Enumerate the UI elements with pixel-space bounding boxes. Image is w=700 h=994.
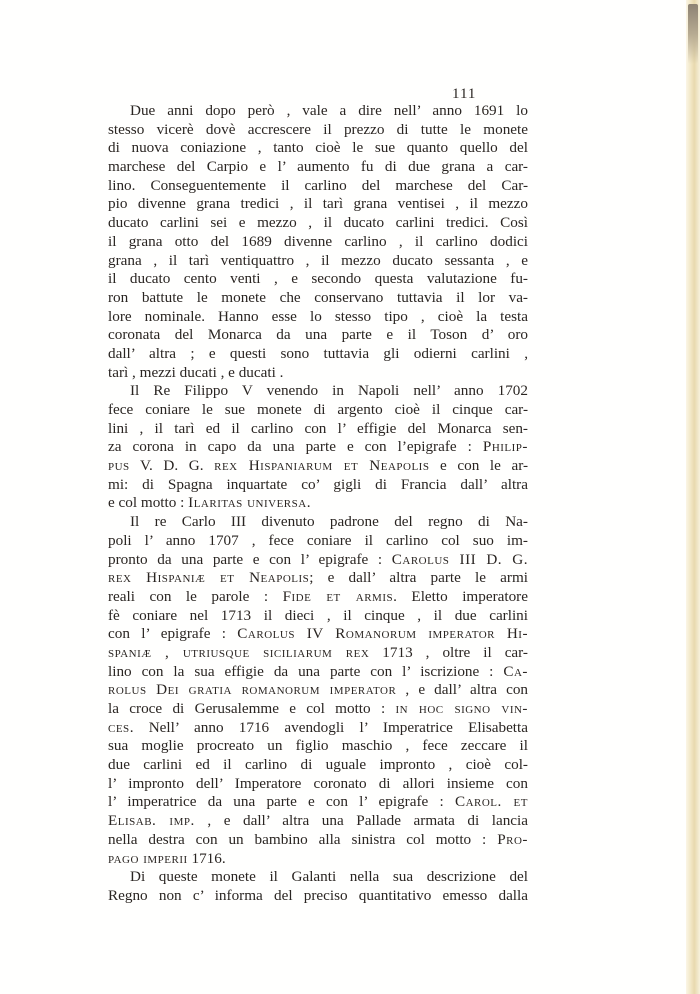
text-line <box>108 681 528 700</box>
text-line <box>108 719 528 738</box>
text-segment: ; e dall’ altra parte le armi <box>309 569 528 587</box>
text-segment: e col motto : <box>108 494 189 512</box>
text-line <box>108 270 528 289</box>
text-segment: . Eletto imperatore <box>393 587 528 605</box>
text-line <box>108 233 528 252</box>
text-segment: e con le ar- <box>429 457 529 475</box>
text-line <box>108 326 528 345</box>
small-caps-text: Ca- <box>503 662 528 680</box>
small-caps-text: Carol. et <box>454 793 528 811</box>
small-caps-text: rex Hispaniarum et Neapolis <box>214 457 430 475</box>
small-caps-text: Carolus IV Romanorum imperator Hi- <box>237 625 529 643</box>
text-line <box>108 214 528 233</box>
small-caps-text: Elisab. imp. <box>108 812 195 830</box>
text-line <box>108 850 528 869</box>
text-line <box>108 663 528 682</box>
text-segment: 1713 , oltre il car- <box>369 643 528 661</box>
text-line <box>108 158 528 177</box>
text-segment: . <box>306 494 311 512</box>
text-segment: ducato carlini sei e mezzo , il ducato carlini tredici. Così <box>108 214 528 232</box>
text-segment: lore nominale. Hanno esse lo stesso tipo , cioè la testa <box>108 307 528 325</box>
text-segment: , e dall’ altra con <box>396 681 529 699</box>
small-caps-text: rolus Dei gratia romanorum imperator <box>108 681 397 699</box>
small-caps-text: in hoc signo vin- <box>395 700 528 717</box>
text-segment: reali con le parole : <box>108 587 283 605</box>
text-line <box>108 364 528 383</box>
text-line <box>108 401 528 420</box>
text-segment: Due anni dopo però , vale a dire nell’ anno 1691 lo <box>130 102 528 119</box>
text-line <box>108 102 528 121</box>
text-segment: la croce di Gerusalemme e col motto : <box>108 700 396 717</box>
text-line <box>108 382 528 401</box>
text-line <box>108 607 528 626</box>
small-caps-text: Ilaritas universa <box>188 494 307 512</box>
text-segment: l’ imperatrice da una parte e con l’ epigrafe : <box>108 793 455 811</box>
page-number: 111 <box>452 86 477 102</box>
small-caps-text: pago imperii <box>108 849 188 867</box>
text-segment: lino con la sua effigie da una parte con l’ iscrizione : <box>108 662 504 680</box>
small-caps-text: Carolus III D. G. <box>391 550 528 568</box>
text-segment: poli l’ anno 1707 , fece coniare il carlino col suo im- <box>108 531 528 549</box>
text-segment: fè coniare nel 1713 il dieci , il cinque , il due carlini <box>108 606 528 624</box>
text-line <box>108 551 528 570</box>
text-segment: V. D. G. <box>129 457 215 475</box>
text-line <box>108 868 528 887</box>
text-line <box>108 756 528 775</box>
text-segment: di nuova coniazione , tanto cioè le sue quanto quello del <box>108 139 528 157</box>
text-segment: mi: di Spagna inquartate co’ gigli di Francia dall’ altra <box>108 475 528 493</box>
text-segment: coronata del Monarca da una parte e il Toson d’ oro <box>108 326 528 344</box>
text-segment: grana , il tarì ventiquattro , il mezzo ducato sessanta , e <box>108 251 528 269</box>
text-segment: fece coniare le sue monete di argento cioè il cinque car- <box>108 401 528 418</box>
text-segment: due carlini ed il carlino di uguale impronto , cioè col- <box>108 756 528 774</box>
text-segment: sua moglie procreato un figlio maschio , fece zeccare il <box>108 737 528 755</box>
text-segment: il ducato cento venti , e secondo questa valutazione fu- <box>108 270 528 288</box>
text-line <box>108 195 528 214</box>
text-line <box>108 139 528 158</box>
text-line <box>108 438 528 457</box>
text-segment: Regno non c’ informa del preciso quantitativo emesso dalla <box>108 886 528 904</box>
text-line <box>108 420 528 439</box>
page-edge <box>686 0 700 994</box>
small-caps-text: pus <box>108 457 130 475</box>
text-segment: ron battute le monete che conservano tuttavia il lor va- <box>108 288 528 306</box>
small-caps-text: Pro- <box>497 830 528 848</box>
text-segment: dall’ altra ; e questi sono tuttavia gli odierni carlini , <box>108 344 528 362</box>
text-line <box>108 625 528 644</box>
text-segment: nella destra con un bambino alla sinistra col motto : <box>108 830 498 848</box>
text-segment: tarì , mezzi ducati , e ducati . <box>108 363 284 381</box>
text-line <box>108 569 528 588</box>
text-line <box>108 588 528 607</box>
text-line <box>108 308 528 327</box>
text-line <box>108 513 528 532</box>
text-line <box>108 252 528 271</box>
text-line <box>108 700 528 719</box>
text-segment: lini , il tarì ed il carlino con l’ effigie del Monarca sen- <box>108 419 528 437</box>
small-caps-text: Philip- <box>482 438 528 456</box>
text-segment: za corona in capo da una parte e con l’epigrafe : <box>108 438 483 456</box>
small-caps-text: ces <box>108 718 130 736</box>
text-segment: pronto da una parte e con l’ epigrafe : <box>108 550 392 568</box>
small-caps-text: Fide et armis <box>282 587 394 605</box>
text-line <box>108 737 528 756</box>
small-caps-text: rex Hispaniæ et Neapolis <box>108 569 310 587</box>
small-caps-text: spaniæ , utriusque siciliarum rex <box>108 643 370 661</box>
text-line <box>108 831 528 850</box>
text-line <box>108 457 528 476</box>
text-line <box>108 177 528 196</box>
text-line <box>108 812 528 831</box>
body-text <box>108 102 528 906</box>
text-line <box>108 887 528 906</box>
text-segment: Di queste monete il Galanti nella sua descrizione del <box>130 868 528 886</box>
text-line <box>108 494 528 513</box>
text-segment: Il re Carlo III divenuto padrone del regno di Na- <box>130 513 528 531</box>
page-edge-shadow <box>688 4 698 64</box>
text-segment: , e dall’ altra una Pallade armata di lancia <box>194 812 529 830</box>
text-line <box>108 644 528 663</box>
text-segment: 1716. <box>187 849 226 867</box>
text-segment: l’ impronto dell’ Imperatore coronato di allori insieme con <box>108 774 528 792</box>
text-segment: lino. Conseguentemente il carlino del marchese del Car- <box>108 176 528 194</box>
text-line <box>108 793 528 812</box>
text-segment: stesso vicerè dovè accrescere il prezzo di tutte le monete <box>108 120 528 138</box>
text-segment: con l’ epigrafe : <box>108 625 238 643</box>
text-line <box>108 345 528 364</box>
text-segment: Il Re Filippo V venendo in Napoli nell’ anno 1702 <box>130 382 528 400</box>
text-segment: . Nell’ anno 1716 avendogli l’ Imperatrice Elisabetta <box>129 718 528 736</box>
text-line <box>108 775 528 794</box>
text-line <box>108 532 528 551</box>
text-segment: marchese del Carpio e l’ aumento fu di due grana a car- <box>108 158 528 176</box>
text-line <box>108 476 528 495</box>
text-segment: pio divenne grana tredici , il tarì grana ventisei , il mezzo <box>108 195 528 213</box>
text-segment: il grana otto del 1689 divenne carlino , il carlino dodici <box>108 232 528 250</box>
text-line <box>108 289 528 308</box>
text-line <box>108 121 528 140</box>
